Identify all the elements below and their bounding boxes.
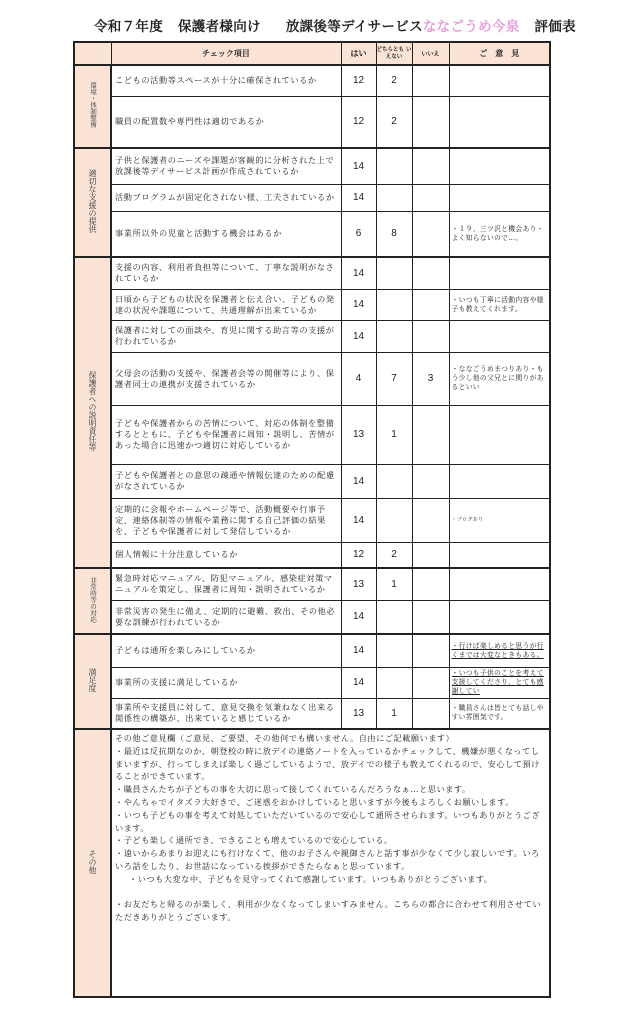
item-text: 個人情報に十分注意しているか xyxy=(111,542,341,568)
item-text: 子どもは通所を楽しみにしているか xyxy=(111,634,341,667)
item-text: 活動プログラムが固定化されない様、工夫されているか xyxy=(111,184,341,211)
no-count xyxy=(412,289,449,320)
neither-count xyxy=(376,464,412,498)
comment: ・職員さんは皆とても話しやすい雰囲気です。 xyxy=(449,698,550,729)
header-item: チェック項目 xyxy=(111,42,341,65)
comment: ・いつも子供のことを考えて支援してくださり、とても感謝してい xyxy=(449,667,550,698)
title-facility: ななごうめ今泉 xyxy=(422,19,520,35)
comment xyxy=(449,320,550,352)
item-text: 非常災害の発生に備え、定期的に避難、救出、その他必要な訓練が行われているか xyxy=(111,600,341,634)
other-comment: ・遠いからあまりお迎えにも行けなくて、他のお子さんや親御さんと話す事が少なくて少し寂しいです。いろいろ話をしたり、お世話になっている挨拶ができたらなぁと思っています。 xyxy=(115,848,540,871)
item-text: 職員の配置数や専門性は適切であるか xyxy=(111,96,341,148)
neither-count: 2 xyxy=(376,65,412,96)
header-comment: ご 意 見 xyxy=(449,42,550,65)
item-text: 子どもや保護者との意思の疎通や情報伝達のための配慮がなされているか xyxy=(111,464,341,498)
item-text: 事業所や支援員に対して、意見交換を気兼ねなく出来る関係性の構築が、出来ていると感じているか xyxy=(111,698,341,729)
yes-count: 14 xyxy=(341,464,376,498)
table-row xyxy=(74,498,550,542)
yes-count: 13 xyxy=(341,698,376,729)
section-label-satisfaction: 満足度 xyxy=(74,634,111,729)
table-row xyxy=(74,320,550,352)
yes-count: 13 xyxy=(341,405,376,464)
no-count xyxy=(412,542,449,568)
no-count xyxy=(412,405,449,464)
comment xyxy=(449,405,550,464)
yes-count: 14 xyxy=(341,148,376,184)
no-count xyxy=(412,498,449,542)
comment xyxy=(449,568,550,600)
section-label-accountability: 保護者への説明責任等 xyxy=(74,257,111,568)
table-row xyxy=(74,667,550,698)
title-audience: 保護者様向け xyxy=(178,19,261,35)
comment xyxy=(449,65,550,96)
no-count xyxy=(412,600,449,634)
item-text: 支援の内容、利用者負担等について、丁寧な説明がなされているか xyxy=(111,257,341,289)
yes-count: 14 xyxy=(341,498,376,542)
document-title xyxy=(94,15,576,35)
neither-count: 1 xyxy=(376,405,412,464)
other-comment: ・最近は反抗期なのか、朝登校の時に放デイの連絡ノートを入っているかチェックして、機嫌が悪くなってしまいますが、行ってしまえば楽しく過ごしているようで、放デイでの様子も教えてくれるので、安心して預けることができています。 xyxy=(115,745,540,782)
other-heading: その他ご意見欄（ご意見、ご要望、その他何でも構いません。自由にご記載願います） xyxy=(115,733,455,743)
no-count xyxy=(412,148,449,184)
no-count xyxy=(412,320,449,352)
header-neither: どちらとも いえない xyxy=(376,42,412,65)
item-text: 事業所の支援に満足しているか xyxy=(111,667,341,698)
section-label-other: その他 xyxy=(74,729,111,997)
neither-count: 2 xyxy=(376,542,412,568)
table-row xyxy=(74,405,550,464)
table-row xyxy=(74,211,550,257)
title-suffix: 評価表 xyxy=(534,19,576,35)
comment: ・ブログあり xyxy=(449,498,550,542)
comment xyxy=(449,600,550,634)
yes-count: 14 xyxy=(341,634,376,667)
other-comments-row xyxy=(74,729,550,997)
no-count xyxy=(412,667,449,698)
comment: ・行けば楽しめると思うが行くまでは大変なときもある。 xyxy=(449,634,550,667)
yes-count: 14 xyxy=(341,600,376,634)
item-text: 緊急時対応マニュアル、防犯マニュアル、感染症対策マニュアルを策定し、保護者に周知・説明されているか xyxy=(111,568,341,600)
no-count: 3 xyxy=(412,352,449,405)
yes-count: 14 xyxy=(341,289,376,320)
table-row xyxy=(74,184,550,211)
neither-count xyxy=(376,600,412,634)
neither-count xyxy=(376,289,412,320)
header-category xyxy=(74,42,111,65)
neither-count xyxy=(376,498,412,542)
table-row xyxy=(74,257,550,289)
item-text: 子どもや保護者からの苦情について、対応の体制を整備するとともに、子どもや保護者に周知・説明し、苦情があった場合に迅速かつ適切に対応しているか xyxy=(111,405,341,464)
other-comment: ・子ども楽しく通所でき、できることも増えているので安心している。 xyxy=(115,835,393,846)
table-row xyxy=(74,634,550,667)
title-service: 放課後等デイサービス xyxy=(285,19,423,35)
other-comment: ・いつも大変な中、子どもを見守ってくれて感謝しています。いつもありがとうございます。 xyxy=(129,873,493,884)
item-text: こどもの活動等スペースが十分に確保されているか xyxy=(111,65,341,96)
no-count xyxy=(412,96,449,148)
no-count xyxy=(412,184,449,211)
table-row xyxy=(74,568,550,600)
neither-count xyxy=(376,634,412,667)
comment xyxy=(449,148,550,184)
item-text: 事業所以外の児童と活動する機会はあるか xyxy=(111,211,341,257)
item-text: 子供と保護者のニーズや課題が客観的に分析された上で放課後等デイサービス計画が作成されているか xyxy=(111,148,341,184)
neither-count: 8 xyxy=(376,211,412,257)
neither-count: 1 xyxy=(376,568,412,600)
no-count xyxy=(412,568,449,600)
table-row xyxy=(74,698,550,729)
other-comments xyxy=(111,729,550,997)
table-row xyxy=(74,464,550,498)
yes-count: 14 xyxy=(341,184,376,211)
comment xyxy=(449,542,550,568)
yes-count: 14 xyxy=(341,320,376,352)
table-row xyxy=(74,96,550,148)
neither-count xyxy=(376,184,412,211)
yes-count: 12 xyxy=(341,96,376,148)
comment xyxy=(449,464,550,498)
table-row xyxy=(74,148,550,184)
yes-count: 12 xyxy=(341,65,376,96)
yes-count: 12 xyxy=(341,542,376,568)
yes-count: 6 xyxy=(341,211,376,257)
evaluation-table xyxy=(73,41,551,998)
section-label-support: 適切な支援の提供 xyxy=(74,148,111,257)
table-row xyxy=(74,289,550,320)
comment: ・ななごうめまつりあり・もう少し他の父兄とに関りがあるといい xyxy=(449,352,550,405)
neither-count: 2 xyxy=(376,96,412,148)
section-label-environment: 環境・体制整備 xyxy=(74,65,111,148)
neither-count xyxy=(376,320,412,352)
neither-count xyxy=(376,257,412,289)
table-row xyxy=(74,352,550,405)
neither-count: 7 xyxy=(376,352,412,405)
no-count xyxy=(412,634,449,667)
comment: ・１９、三ツ沢と機会あり・よく知らないので…。 xyxy=(449,211,550,257)
table-row xyxy=(74,542,550,568)
yes-count: 14 xyxy=(341,257,376,289)
table-row xyxy=(74,65,550,96)
yes-count: 4 xyxy=(341,352,376,405)
item-text: 日頃から子どもの状況を保護者と伝え合い、子どもの発達の状況や課題について、共通理解が出来ているか xyxy=(111,289,341,320)
comment xyxy=(449,184,550,211)
item-text: 定期的に会報やホームページ等で、活動概要や行事予定、連絡体制等の情報や業務に関する自己評価の結果を、子どもや保護者に対して発信しているか xyxy=(111,498,341,542)
comment xyxy=(449,96,550,148)
header-no: いいえ xyxy=(412,42,449,65)
no-count xyxy=(412,211,449,257)
header-yes: はい xyxy=(341,42,376,65)
no-count xyxy=(412,257,449,289)
other-comment: ・お友だちと帰るのが楽しく、利用が少なくなってしまいすみません。こちらの都合に合わせて利用させていただきありがとうございます。 xyxy=(115,899,542,923)
table-row xyxy=(74,600,550,634)
other-comment: ・やんちゃでイタズラ大好きで、ご迷惑をおかけしていると思いますが今後もよろしくお願いします。 xyxy=(115,796,514,807)
section-label-emergency: 非常時等の対応 xyxy=(74,568,111,634)
neither-count: 1 xyxy=(376,698,412,729)
no-count xyxy=(412,464,449,498)
yes-count: 14 xyxy=(341,667,376,698)
no-count xyxy=(412,65,449,96)
neither-count xyxy=(376,148,412,184)
comment xyxy=(449,257,550,289)
no-count xyxy=(412,698,449,729)
table-header-row xyxy=(74,42,550,65)
yes-count: 13 xyxy=(341,568,376,600)
comment: ・いつも丁寧に活動内容や様子も教えてくれます。 xyxy=(449,289,550,320)
item-text: 父母会の活動の支援や、保護者会等の開催等により、保護者同士の連携が支援されているか xyxy=(111,352,341,405)
other-comment: ・いつも子どもの事を考えて対処していただいているので安心して通所させられます。いつもありがとうございます。 xyxy=(115,809,541,833)
neither-count xyxy=(376,667,412,698)
item-text: 保護者に対しての面談や、育児に関する助言等の支援が行われているか xyxy=(111,320,341,352)
other-comment: ・職員さんたちが子どもの事を大切に思って接してくれているんだろうなぁ…と思います。 xyxy=(115,784,471,795)
title-year: 令和７年度 xyxy=(94,19,163,35)
